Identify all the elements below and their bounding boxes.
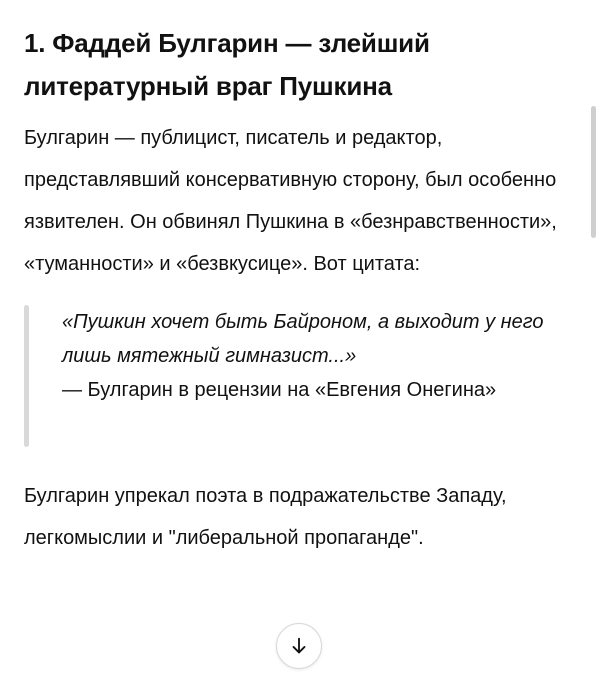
arrow-down-icon xyxy=(288,635,310,657)
section-heading: 1. Фаддей Булгарин — злейший литературный враг Пушкина xyxy=(24,28,430,101)
scrollbar-thumb[interactable] xyxy=(591,106,596,238)
scroll-down-button[interactable] xyxy=(276,623,322,669)
quote-text: «Пушкин хочет быть Байроном, а выходит у него лишь мятежный гимназист...» xyxy=(62,311,544,367)
intro-paragraph: Булгарин — публицист, писатель и редактор, представлявший консервативную сторону, был особенно язвителен. Он обвинял Пушкина в «безнравственности», «туманности» и «безвкусице». Вот цитата: xyxy=(24,127,557,275)
quote-citation: — Булгарин в рецензии на «Евгения Онегина» xyxy=(62,379,497,401)
quote-bar xyxy=(24,305,29,447)
article xyxy=(24,22,572,559)
outro-paragraph: Булгарин упрекал поэта в подражательстве Западу, легкомыслии и "либеральной пропаганде". xyxy=(24,485,507,549)
blockquote xyxy=(24,305,572,447)
